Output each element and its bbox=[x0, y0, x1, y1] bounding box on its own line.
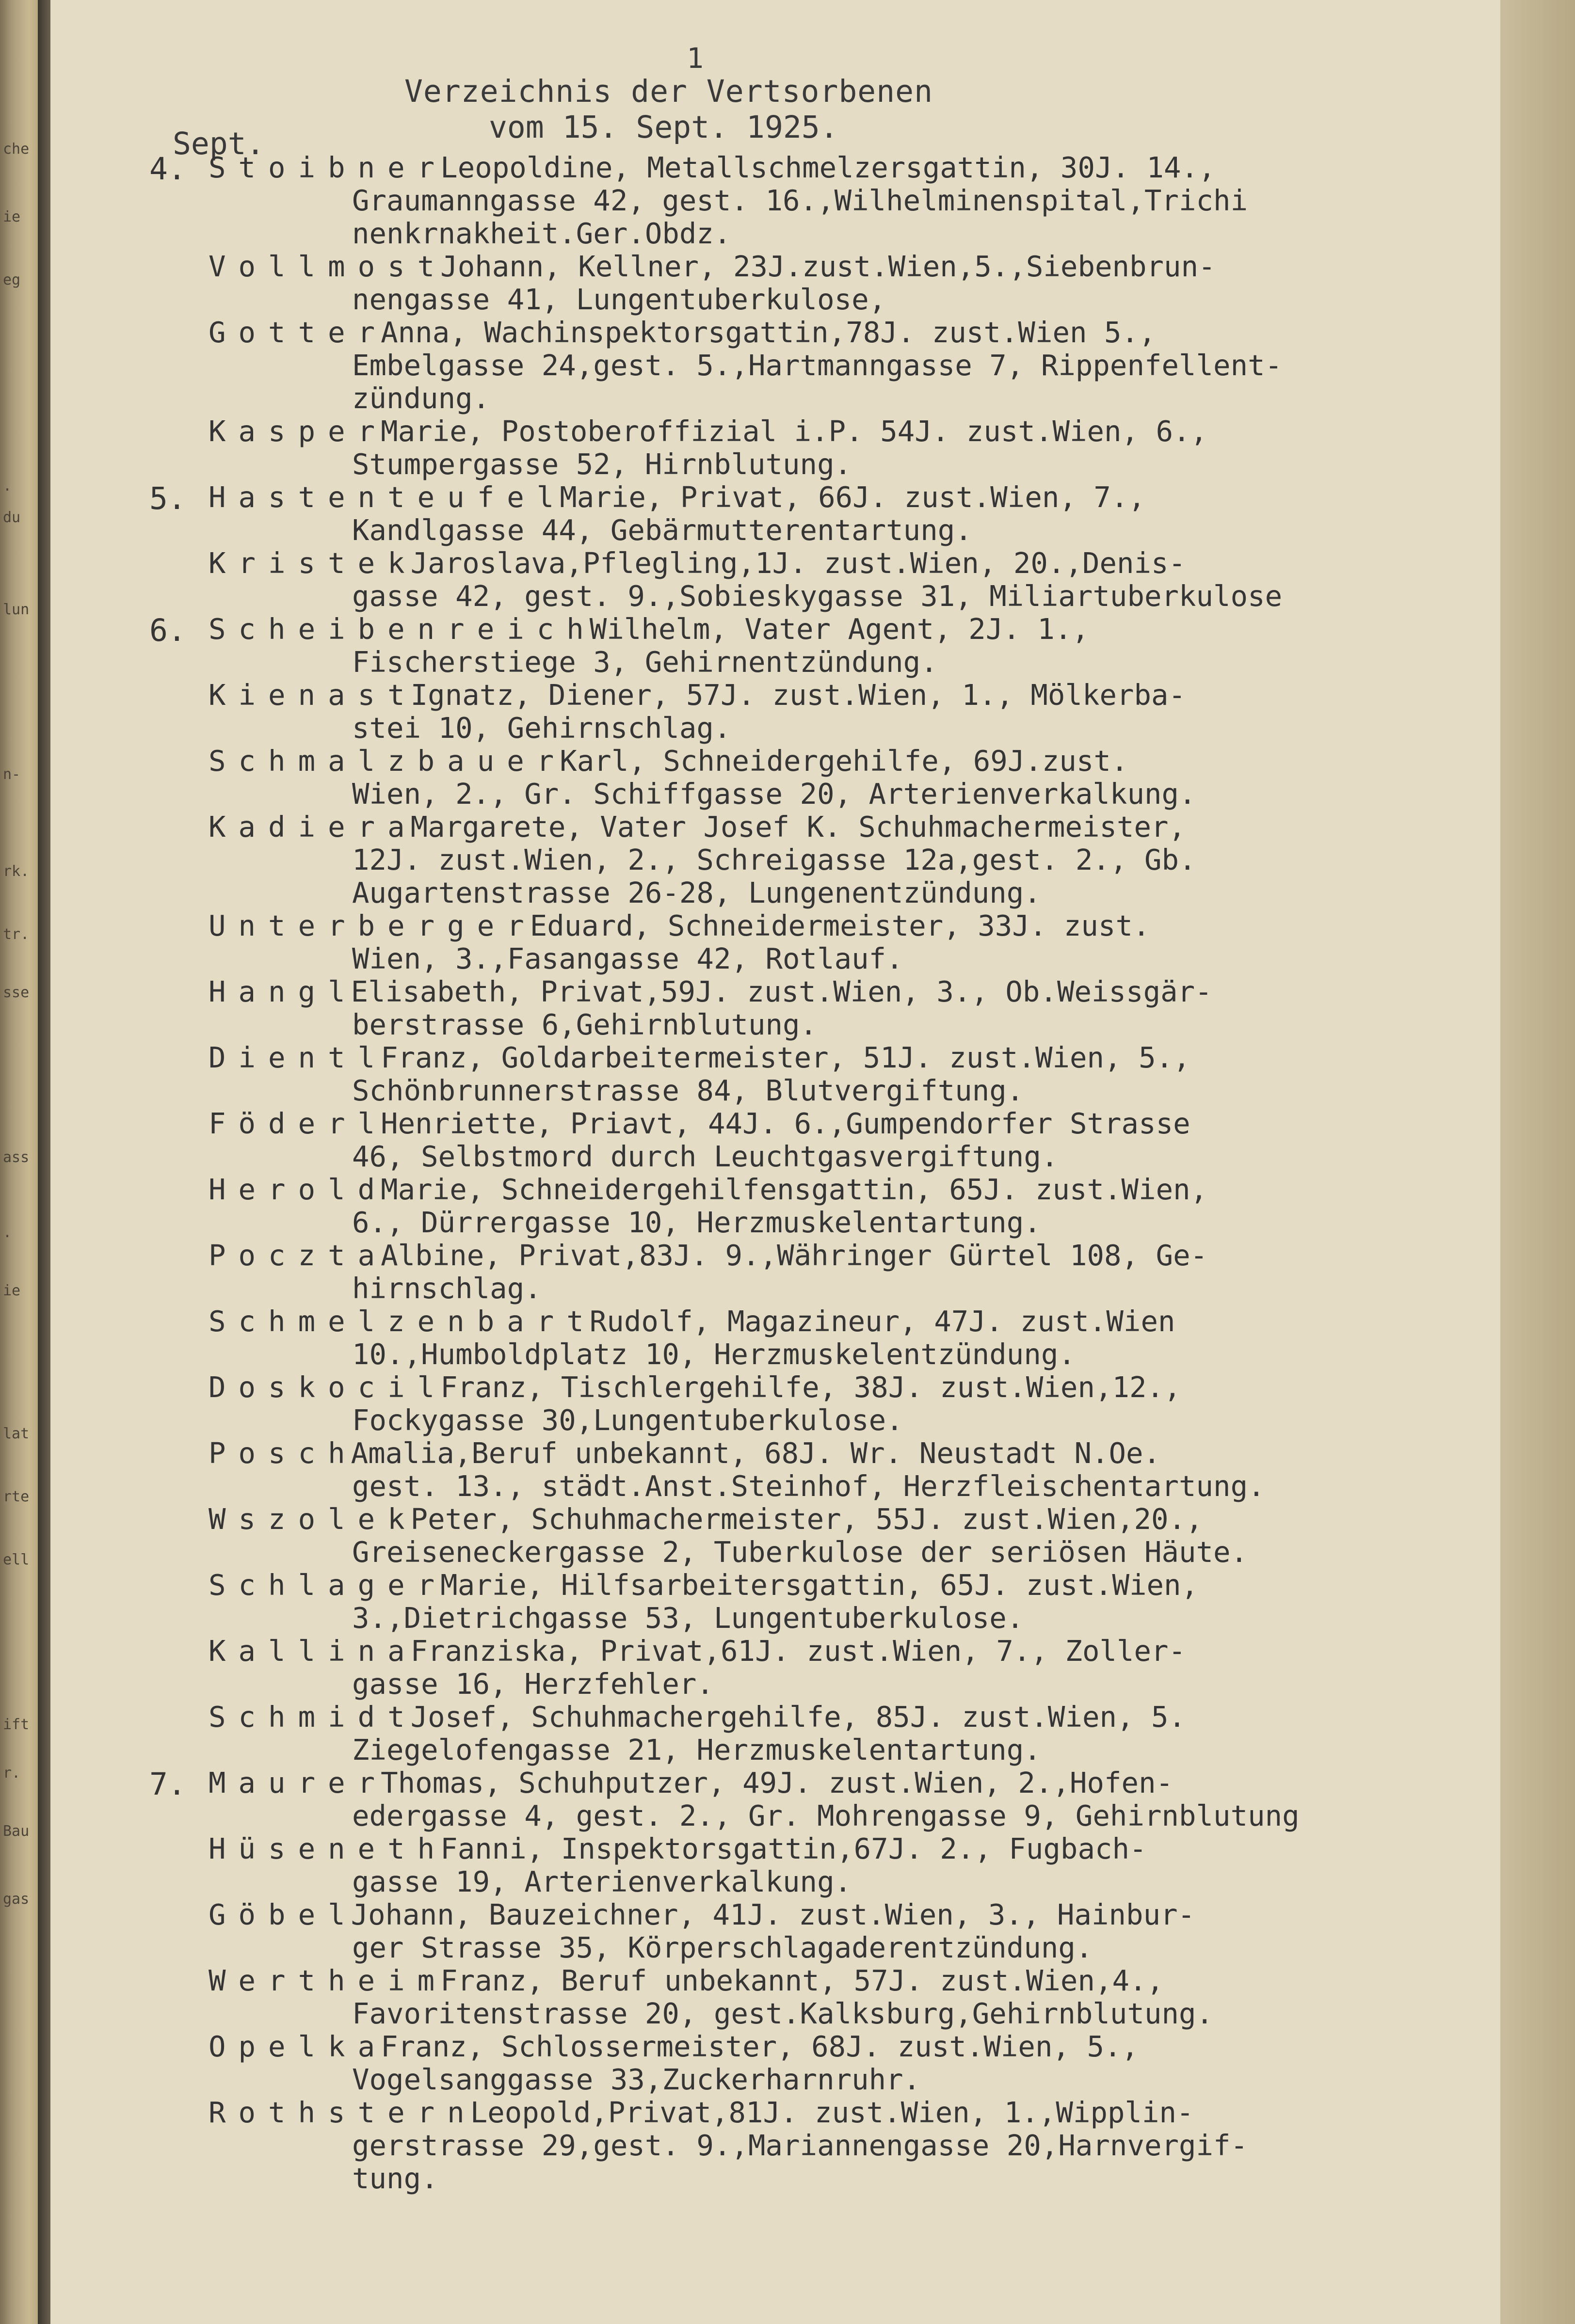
surname: Kristek bbox=[209, 546, 418, 580]
register-entry bbox=[209, 745, 1196, 811]
entry-first-line bbox=[209, 2096, 1248, 2129]
page-subtitle: vom 15. Sept. 1925. bbox=[489, 110, 838, 145]
entry-first-line bbox=[209, 1437, 1265, 1470]
surname: Gotter bbox=[209, 316, 388, 349]
surname: Kadiera bbox=[209, 810, 418, 844]
entry-first-line bbox=[209, 1041, 1190, 1074]
page-number: 1 bbox=[687, 42, 704, 75]
month-label: Sept. bbox=[173, 126, 265, 161]
entry-continuation: berstrasse 6,Gehirnblutung. bbox=[352, 1008, 818, 1041]
left-page-fragment: lat bbox=[3, 1425, 30, 1442]
register-entry bbox=[209, 1107, 1190, 1173]
surname: Kasper bbox=[209, 414, 388, 448]
entry-continuation: edergasse 4, gest. 2., Gr. Mohrengasse 9, Gehirnblutung bbox=[352, 1799, 1300, 1832]
entry-continuation: Kandlgasse 44, Gebärmutterentartung. bbox=[352, 513, 972, 547]
entry-continuation: Stumpergasse 52, Hirnblutung. bbox=[352, 447, 852, 481]
register-entry bbox=[209, 1767, 1300, 1832]
entry-continuation: 10.,Humboldplatz 10, Herzmuskelentzündung. bbox=[352, 1337, 1076, 1371]
entry-day: 6. bbox=[149, 613, 186, 648]
left-page-fragment: che bbox=[3, 141, 30, 158]
register-entry bbox=[209, 1239, 1207, 1305]
entry-day: 5. bbox=[149, 481, 186, 516]
surname: Göbel bbox=[209, 1898, 358, 1931]
left-page-fragment: Bau bbox=[3, 1823, 30, 1840]
entry-first-line bbox=[209, 250, 1216, 283]
surname: Schmalzbauer bbox=[209, 744, 567, 778]
entry-first-line bbox=[209, 1305, 1175, 1338]
entry-continuation: zündung. bbox=[352, 382, 490, 415]
entry-first-line bbox=[209, 1569, 1198, 1602]
entry-first-line bbox=[209, 1898, 1195, 1931]
entry-first-line bbox=[209, 1371, 1181, 1404]
surname: Vollmost bbox=[209, 250, 448, 283]
entry-first-line bbox=[209, 811, 1196, 844]
entry-continuation: Embelgasse 24,gest. 5.,Hartmanngasse 7, Rippenfellent- bbox=[352, 349, 1283, 382]
entry-detail: Karl, Schneidergehilfe, 69J.zust. bbox=[560, 744, 1128, 778]
entry-first-line bbox=[209, 745, 1196, 778]
left-page-fragment: lun bbox=[3, 601, 30, 618]
register-entry bbox=[209, 1305, 1175, 1371]
register-entry bbox=[209, 1371, 1181, 1437]
register-entry bbox=[209, 1503, 1248, 1569]
entry-first-line bbox=[209, 1107, 1190, 1140]
entry-continuation: hirnschlag. bbox=[352, 1272, 542, 1305]
register-entry bbox=[209, 316, 1282, 415]
entry-first-line bbox=[209, 909, 1150, 942]
entry-detail: Peter, Schuhmachermeister, 55J. zust.Wien,20., bbox=[410, 1502, 1203, 1536]
entry-first-line bbox=[209, 1173, 1207, 1206]
entry-detail: Johann, Bauzeichner, 41J. zust.Wien, 3., Hainbur- bbox=[351, 1898, 1195, 1931]
entry-continuation: 3.,Dietrichgasse 53, Lungentuberkulose. bbox=[352, 1601, 1024, 1635]
surname: Herold bbox=[209, 1173, 388, 1206]
entry-detail: Josef, Schuhmachergehilfe, 85J. zust.Wien, 5. bbox=[410, 1700, 1186, 1734]
entry-detail: Amalia,Beruf unbekannt, 68J. Wr. Neustadt N.Oe. bbox=[351, 1436, 1161, 1470]
surname: Hastenteufel bbox=[209, 480, 567, 514]
register-entry bbox=[209, 1437, 1265, 1503]
adjacent-page-edge bbox=[0, 0, 38, 2324]
entry-detail: Ignatz, Diener, 57J. zust.Wien, 1., Mölkerba- bbox=[410, 678, 1186, 712]
left-page-fragment: eg bbox=[3, 271, 21, 288]
register-entry bbox=[209, 679, 1186, 745]
entry-continuation: nenkrnakheit.Ger.Obdz. bbox=[352, 217, 731, 250]
entry-first-line bbox=[209, 679, 1186, 712]
entry-continuation: Wien, 3.,Fasangasse 42, Rotlauf. bbox=[352, 942, 903, 975]
surname: Föderl bbox=[209, 1107, 388, 1140]
register-entry bbox=[209, 909, 1150, 975]
surname: Hüseneth bbox=[209, 1832, 448, 1865]
entry-first-line bbox=[209, 2030, 1139, 2063]
entry-detail: Fanni, Inspektorsgattin,67J. 2., Fugbach- bbox=[440, 1832, 1147, 1865]
entry-first-line bbox=[209, 481, 1145, 514]
entry-day: 4. bbox=[149, 151, 186, 187]
entry-continuation: Augartenstrasse 26-28, Lungenentzündung. bbox=[352, 876, 1041, 909]
left-page-fragment: . bbox=[3, 1224, 12, 1241]
entry-detail: Leopold,Privat,81J. zust.Wien, 1.,Wipplin- bbox=[470, 2096, 1194, 2129]
register-entry bbox=[209, 1701, 1186, 1767]
register-entry bbox=[209, 1569, 1198, 1635]
entry-detail: Franz, Goldarbeitermeister, 51J. zust.Wien, 5., bbox=[381, 1041, 1190, 1074]
entry-continuation: Schönbrunnerstrasse 84, Blutvergiftung. bbox=[352, 1074, 1024, 1107]
entry-detail: Marie, Hilfsarbeitersgattin, 65J. zust.Wien, bbox=[440, 1568, 1199, 1602]
register-entry bbox=[209, 1964, 1213, 2030]
left-page-fragment: ie bbox=[3, 208, 21, 225]
register-entry bbox=[209, 1173, 1207, 1239]
surname: Doskocil bbox=[209, 1370, 448, 1404]
entry-first-line bbox=[209, 547, 1282, 580]
entry-first-line bbox=[209, 151, 1248, 184]
entry-first-line bbox=[209, 1964, 1213, 1997]
register-entry bbox=[209, 811, 1196, 909]
entry-continuation: 6., Dürrergasse 10, Herzmuskelentartung. bbox=[352, 1206, 1041, 1239]
surname: Hangl bbox=[209, 975, 358, 1008]
entry-continuation: nengasse 41, Lungentuberkulose, bbox=[352, 283, 886, 316]
entry-detail: Marie, Schneidergehilfensgattin, 65J. zust.Wien, bbox=[381, 1173, 1208, 1206]
entry-detail: Jaroslava,Pflegling,1J. zust.Wien, 20.,Denis- bbox=[410, 546, 1186, 580]
entry-continuation: tung. bbox=[352, 2162, 438, 2195]
entry-detail: Thomas, Schuhputzer, 49J. zust.Wien, 2.,Hofen- bbox=[381, 1766, 1173, 1799]
entry-detail: Margarete, Vater Josef K. Schuhmachermeister, bbox=[410, 810, 1186, 844]
register-entry bbox=[209, 1635, 1186, 1701]
entry-detail: Rudolf, Magazineur, 47J. zust.Wien bbox=[589, 1305, 1175, 1338]
entry-first-line bbox=[209, 1239, 1207, 1272]
entry-continuation: Ziegelofengasse 21, Herzmuskelentartung. bbox=[352, 1733, 1041, 1767]
left-page-fragment: rte bbox=[3, 1488, 30, 1505]
entry-continuation: gerstrasse 29,gest. 9.,Mariannengasse 20,Harnvergif- bbox=[352, 2129, 1248, 2162]
entry-detail: Franz, Schlossermeister, 68J. zust.Wien, 5., bbox=[381, 2030, 1139, 2063]
entry-detail: Franz, Beruf unbekannt, 57J. zust.Wien,4., bbox=[440, 1964, 1164, 1997]
entry-continuation: 12J. zust.Wien, 2., Schreigasse 12a,gest. 2., Gb. bbox=[352, 843, 1196, 876]
surname: Opelka bbox=[209, 2030, 388, 2063]
left-page-fragment: ift bbox=[3, 1716, 30, 1733]
register-entry bbox=[209, 547, 1282, 613]
entry-detail: Marie, Privat, 66J. zust.Wien, 7., bbox=[560, 480, 1145, 514]
entry-detail: Eduard, Schneidermeister, 33J. zust. bbox=[530, 909, 1150, 942]
left-page-fragment: tr. bbox=[3, 926, 30, 943]
entry-detail: Franz, Tischlergehilfe, 38J. zust.Wien,12., bbox=[440, 1370, 1181, 1404]
left-page-fragment: n- bbox=[3, 766, 21, 783]
surname: Schmidt bbox=[209, 1700, 418, 1734]
left-page-fragment: sse bbox=[3, 984, 30, 1001]
register-entry bbox=[209, 481, 1145, 547]
entry-first-line bbox=[209, 975, 1212, 1008]
page-title: Verzeichnis der Vertsorbenen bbox=[404, 74, 933, 109]
entry-first-line bbox=[209, 415, 1207, 448]
surname: Wszolek bbox=[209, 1502, 418, 1536]
entry-continuation: Graumanngasse 42, gest. 16.,Wilhelminenspital,Trichi bbox=[352, 184, 1248, 217]
surname: Kienast bbox=[209, 678, 418, 712]
entry-detail: Franziska, Privat,61J. zust.Wien, 7., Zoller- bbox=[410, 1634, 1186, 1668]
entry-continuation: Vogelsanggasse 33,Zuckerharnruhr. bbox=[352, 2063, 921, 2096]
surname: Unterberger bbox=[209, 909, 537, 942]
left-page-fragment: rk. bbox=[3, 863, 30, 880]
entry-continuation: stei 10, Gehirnschlag. bbox=[352, 711, 731, 745]
left-page-fragment: ass bbox=[3, 1149, 30, 1166]
entry-detail: Henriette, Priavt, 44J. 6.,Gumpendorfer Strasse bbox=[381, 1107, 1190, 1140]
entry-continuation: Favoritenstrasse 20, gest.Kalksburg,Gehirnblutung. bbox=[352, 1997, 1214, 2030]
surname: Maurer bbox=[209, 1766, 388, 1799]
entry-continuation: Greiseneckergasse 2, Tuberkulose der seriösen Häute. bbox=[352, 1535, 1248, 1569]
entry-continuation: ger Strasse 35, Körperschlagaderentzündung. bbox=[352, 1931, 1093, 1964]
page-right-edge bbox=[1500, 0, 1575, 2324]
register-entry bbox=[209, 613, 1089, 679]
register-entry bbox=[209, 2096, 1248, 2195]
entry-first-line bbox=[209, 316, 1282, 349]
surname: Wertheim bbox=[209, 1964, 448, 1997]
left-page-fragment: gas bbox=[3, 1891, 30, 1908]
entry-first-line bbox=[209, 1767, 1300, 1799]
entry-detail: Marie, Postoberoffizial i.P. 54J. zust.Wien, 6., bbox=[381, 414, 1208, 448]
entry-continuation: gasse 42, gest. 9.,Sobieskygasse 31, Miliartuberkulose bbox=[352, 579, 1283, 613]
surname: Posch bbox=[209, 1436, 358, 1470]
left-page-fragment: r. bbox=[3, 1765, 21, 1782]
entry-continuation: Fockygasse 30,Lungentuberkulose. bbox=[352, 1403, 903, 1437]
left-page-fragment: . bbox=[3, 478, 12, 494]
entry-detail: Albine, Privat,83J. 9.,Währinger Gürtel 108, Ge- bbox=[381, 1239, 1208, 1272]
surname: Dientl bbox=[209, 1041, 388, 1074]
register-entry bbox=[209, 2030, 1139, 2096]
entry-first-line bbox=[209, 1832, 1147, 1865]
surname: Poczta bbox=[209, 1239, 388, 1272]
surname: Rothstern bbox=[209, 2096, 477, 2129]
register-entry bbox=[209, 151, 1248, 250]
entry-detail: Leopoldine, Metallschmelzersgattin, 30J. 14., bbox=[440, 151, 1216, 184]
register-entry bbox=[209, 1832, 1147, 1898]
entry-detail: Johann, Kellner, 23J.zust.Wien,5.,Siebenbrun- bbox=[440, 250, 1216, 283]
entry-continuation: 46, Selbstmord durch Leuchtgasvergiftung. bbox=[352, 1140, 1059, 1173]
register-entry bbox=[209, 975, 1212, 1041]
entry-first-line bbox=[209, 613, 1089, 646]
register-entry bbox=[209, 1041, 1190, 1107]
register-entry bbox=[209, 1898, 1195, 1964]
register-entry bbox=[209, 250, 1216, 316]
entry-continuation: gest. 13., städt.Anst.Steinhof, Herzfleischentartung. bbox=[352, 1469, 1265, 1503]
surname: Scheibenreich bbox=[209, 612, 596, 646]
left-page-fragment: du bbox=[3, 509, 21, 526]
entry-day: 7. bbox=[149, 1767, 186, 1802]
entry-first-line bbox=[209, 1503, 1248, 1536]
entry-continuation: Fischerstiege 3, Gehirnentzündung. bbox=[352, 645, 938, 679]
book-gutter bbox=[38, 0, 50, 2324]
surname: Schmelzenbart bbox=[209, 1305, 596, 1338]
entry-first-line bbox=[209, 1635, 1186, 1668]
left-page-fragment: ie bbox=[3, 1282, 21, 1299]
entry-detail: Wilhelm, Vater Agent, 2J. 1., bbox=[589, 612, 1089, 646]
left-page-fragment: ell bbox=[3, 1551, 30, 1568]
entry-detail: Anna, Wachinspektorsgattin,78J. zust.Wien 5., bbox=[381, 316, 1156, 349]
entry-continuation: gasse 19, Arterienverkalkung. bbox=[352, 1865, 852, 1898]
entry-first-line bbox=[209, 1701, 1186, 1734]
surname: Stoibner bbox=[209, 151, 448, 184]
register-entry bbox=[209, 415, 1207, 481]
surname: Kallina bbox=[209, 1634, 418, 1668]
entry-continuation: Wien, 2., Gr. Schiffgasse 20, Arterienverkalkung. bbox=[352, 777, 1196, 811]
entry-continuation: gasse 16, Herzfehler. bbox=[352, 1667, 714, 1701]
surname: Schlager bbox=[209, 1568, 448, 1602]
entry-detail: Elisabeth, Privat,59J. zust.Wien, 3., Ob.Weissgär- bbox=[351, 975, 1212, 1008]
